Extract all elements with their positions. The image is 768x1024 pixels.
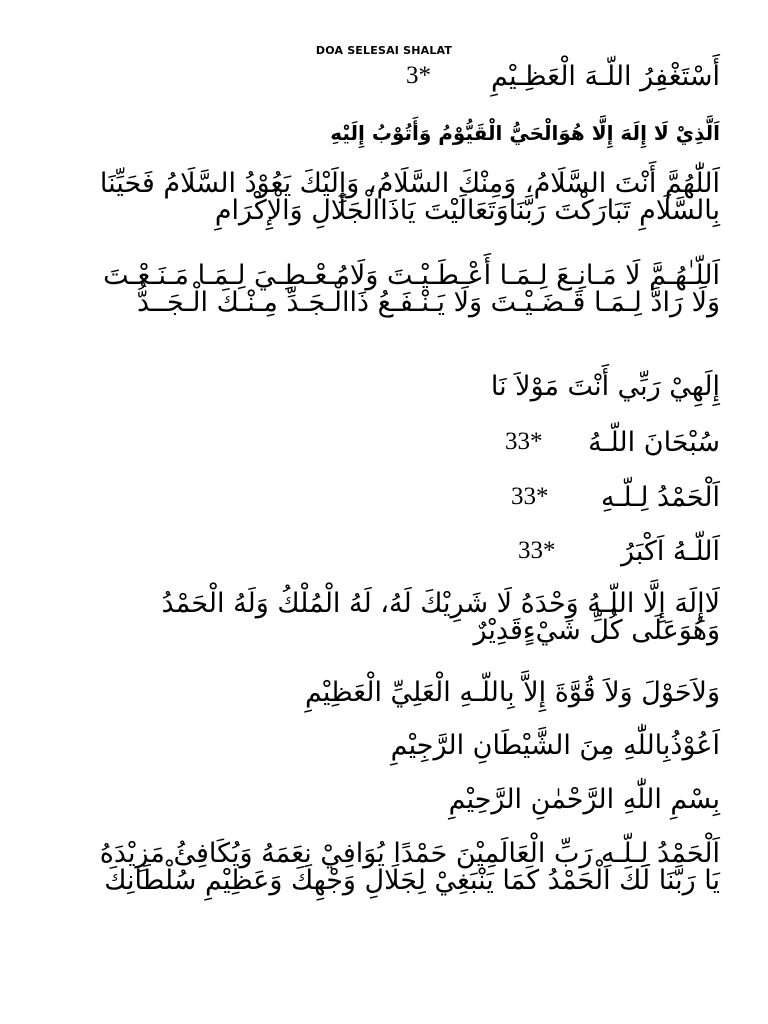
- mani-paragraph: اَللّـٰهُـمَّ لَا مَـانِـعَ لِـمَـا أَعْـطَـيْـتَ وَلَامُـعْـطِـيَ لِـمَـا مَـنَـعْـتَ وَلَا رَادَّ لِـمَـا قَـضَـيْـتَ وَلَا يَـنْـفَـعُ ذَاالْـجَـدِّ مِـنْـكَ الْـجَــدُّ: [103, 260, 720, 318]
- document-title: [0, 44, 768, 57]
- alhamdulillah-line: اَلْحَمْدُ لِـلّـهِ: [601, 482, 720, 513]
- istighfar-count: 3*: [406, 62, 431, 89]
- allahuakbar-line: اَللّـهُ اَكْبَرُ: [620, 536, 720, 567]
- ilahi-line: إِلَهِيْ رَبِّي أَنْتَ مَوْلاَ نَا: [490, 371, 720, 402]
- hamdalah-paragraph: اَلْحَمْدُ لِـلّـهِ رَبِّ الْعَالَمِيْنَ حَمْدًا يُوَافِيْ نِعَمَهُ وَيُكَافِئُ مَزِيْدَهُ يَا رَبَّنَا لَكَ الْحَمْدُ كَمَا يَنْبَغِيْ لِجَلَالِ وَجْهِكَ وَعَظِيْمِ سُلْطَانِكَ: [99, 838, 720, 896]
- hauqalah-line: وَلاَحَوْلَ وَلاَ قُوَّةَ إِلاَّ بِاللّـهِ الْعَلِيِّ الْعَظِيْمِ: [304, 677, 720, 708]
- alhamdulillah-count: 33*: [511, 483, 549, 510]
- tahlil-paragraph: لَاإِلَهَ إِلَّا اللّـهُ وَحْدَهُ لَا شَرِيْكَ لَهُ، لَهُ الْمُلْكُ وَلَهُ الْحَمْدُ وَهُوَعَلَى كُلِّ شَيْءٍقَدِيْرٌ: [161, 588, 720, 646]
- document-title-text: DOA SELESAI SHALAT: [315, 44, 453, 57]
- alladzi-line: اَلَّذِيْ لَا إِلَهَ إِلَّا هُوَالْحَيُّ الْقَيُّوْمُ وَأَتُوْبُ إِلَيْهِ: [330, 121, 720, 145]
- subhanallah-count: 33*: [505, 428, 543, 455]
- basmalah-line: بِسْمِ اللّٰهِ الرَّحْمٰنِ الرَّحِيْمِ: [448, 784, 720, 815]
- taawudz-line: اَعُوْذُبِاللّٰهِ مِنَ الشَّيْطَانِ الرَّجِيْمِ: [390, 730, 720, 761]
- salam-paragraph: اَللّٰهُمَّ أَنْتَ السَّلَامُ، وَمِنْكَ السَّلَامُ، وَإِلَيْكَ يَعُوْدُ السَّلَامُ فَحَيِّنَا بِالسَّلَامِ تَبَارَكْتَ رَبَّنَاوَتَعَالَيْتَ يَاذَاالْجَلَالِ وَالْإِكْرَامِ: [99, 168, 720, 226]
- istighfar-line: أَسْتَغْفِرُ اللّـهَ الْعَظِـيْمِ: [491, 61, 720, 92]
- allahuakbar-count: 33*: [518, 537, 556, 564]
- subhanallah-line: سُبْحَانَ اللّـهُ: [588, 427, 720, 458]
